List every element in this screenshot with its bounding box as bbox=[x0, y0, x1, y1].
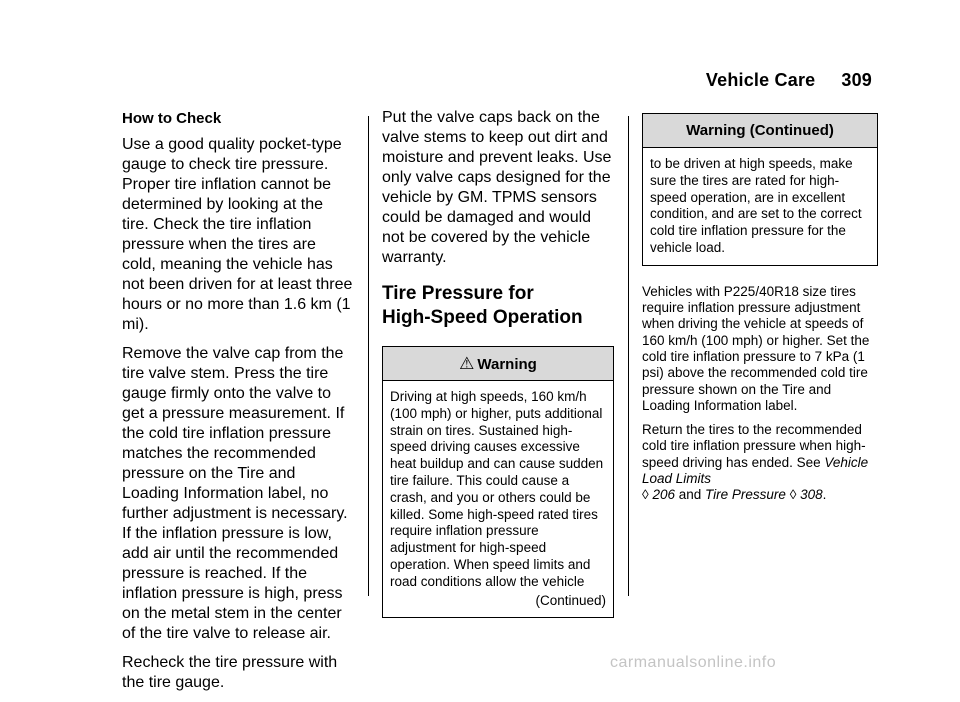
page-ref-206[interactable]: 206 bbox=[652, 487, 675, 503]
column-middle bbox=[382, 108, 614, 618]
tire-pressure-link[interactable]: Tire Pressure bbox=[705, 487, 786, 503]
paragraph-text: Return the tires to the recommended cold tire inflation pressure when high-speed driving has ended. See bbox=[642, 422, 866, 470]
paragraph: Vehicles with P225/40R18 size tires require inflation pressure adjustment when driving the vehicle at speeds of 160 km/h (100 mph) or higher. Set the cold tire inflation pressure to 7 kPa (1 psi) above the recommended cold tire pressure shown on the Tire and Loading Information label. bbox=[642, 283, 870, 413]
paragraph bbox=[642, 422, 878, 503]
warning-body bbox=[383, 381, 613, 617]
warning-triangle-icon: ⚠ bbox=[459, 354, 475, 373]
warning-header bbox=[383, 347, 613, 381]
section-title-line: High-Speed Operation bbox=[382, 307, 583, 328]
warning-title: Warning bbox=[477, 356, 537, 373]
section-title-line: Tire Pressure for bbox=[382, 283, 534, 304]
column-divider bbox=[628, 116, 629, 596]
page-ref-308[interactable]: 308 bbox=[800, 487, 823, 503]
warning-text: to be driven at high speeds, make sure the tires are rated for high-speed operation, are in excellent condition, and are set to the correct cold tire inflation pressure for the vehicle load. bbox=[650, 156, 862, 255]
page-number: 309 bbox=[841, 70, 872, 90]
column-left bbox=[122, 108, 354, 702]
section-title-header: Vehicle Care bbox=[705, 70, 816, 90]
column-right bbox=[642, 108, 878, 512]
warning-continued-box bbox=[642, 113, 878, 266]
watermark-text: carmanualsonline.info bbox=[610, 654, 777, 671]
page-ref-arrow-icon: ◊ bbox=[642, 487, 649, 503]
paragraph: Recheck the tire pressure with the tire gauge. bbox=[122, 654, 338, 691]
warning-continued-header: Warning (Continued) bbox=[643, 114, 877, 148]
warning-box bbox=[382, 346, 614, 618]
period: . bbox=[822, 487, 827, 503]
how-to-check-heading: How to Check bbox=[122, 110, 222, 127]
warning-text: Driving at high speeds, 160 km/h (100 mph) or higher, puts additional strain on tires. Sustained high-speed driving causes excessive heat buildup and can cause sudden tire failure. This could cause a crash, and you or others could be killed. Some high-speed rated tires require inflation pressure adjustment for high-speed operation. When speed limits and road conditions allow the vehicle bbox=[390, 389, 604, 589]
page-header bbox=[706, 70, 872, 91]
page-ref-arrow-icon: ◊ bbox=[789, 487, 797, 503]
warning-continued-body bbox=[643, 148, 877, 265]
high-speed-section-title bbox=[382, 282, 614, 330]
conjunction-text: and bbox=[678, 487, 702, 503]
column-divider bbox=[368, 116, 369, 596]
continued-label: (Continued) bbox=[535, 592, 606, 608]
paragraph: Use a good quality pocket-type gauge to check tire pressure. Proper tire inflation cannot be determined by looking at the tire. Check the tire inflation pressure when the tires are cold, meaning the vehicle has not been driven for at least three hours or no more than 1.6 km (1 mi). bbox=[122, 136, 353, 333]
vehicle-load-limits-link[interactable]: Vehicle Load Limits bbox=[642, 454, 869, 487]
paragraph: Remove the valve cap from the tire valve stem. Press the tire gauge firmly onto the valve to get a pressure measurement. If the cold tire inflation pressure matches the recommended pressure on the Tire and Loading Information label, no further adjustment is necessary. If the inflation pressure is low, add air until the recommended pressure is reached. If the inflation pressure is high, press on the metal stem in the center of the tire valve to release air. bbox=[122, 345, 348, 642]
paragraph: Put the valve caps back on the valve stems to keep out dirt and moisture and prevent leaks. Use only valve caps designed for the vehicle by GM. TPMS sensors could be damaged and would not be covered by the vehicle warranty. bbox=[382, 109, 612, 266]
